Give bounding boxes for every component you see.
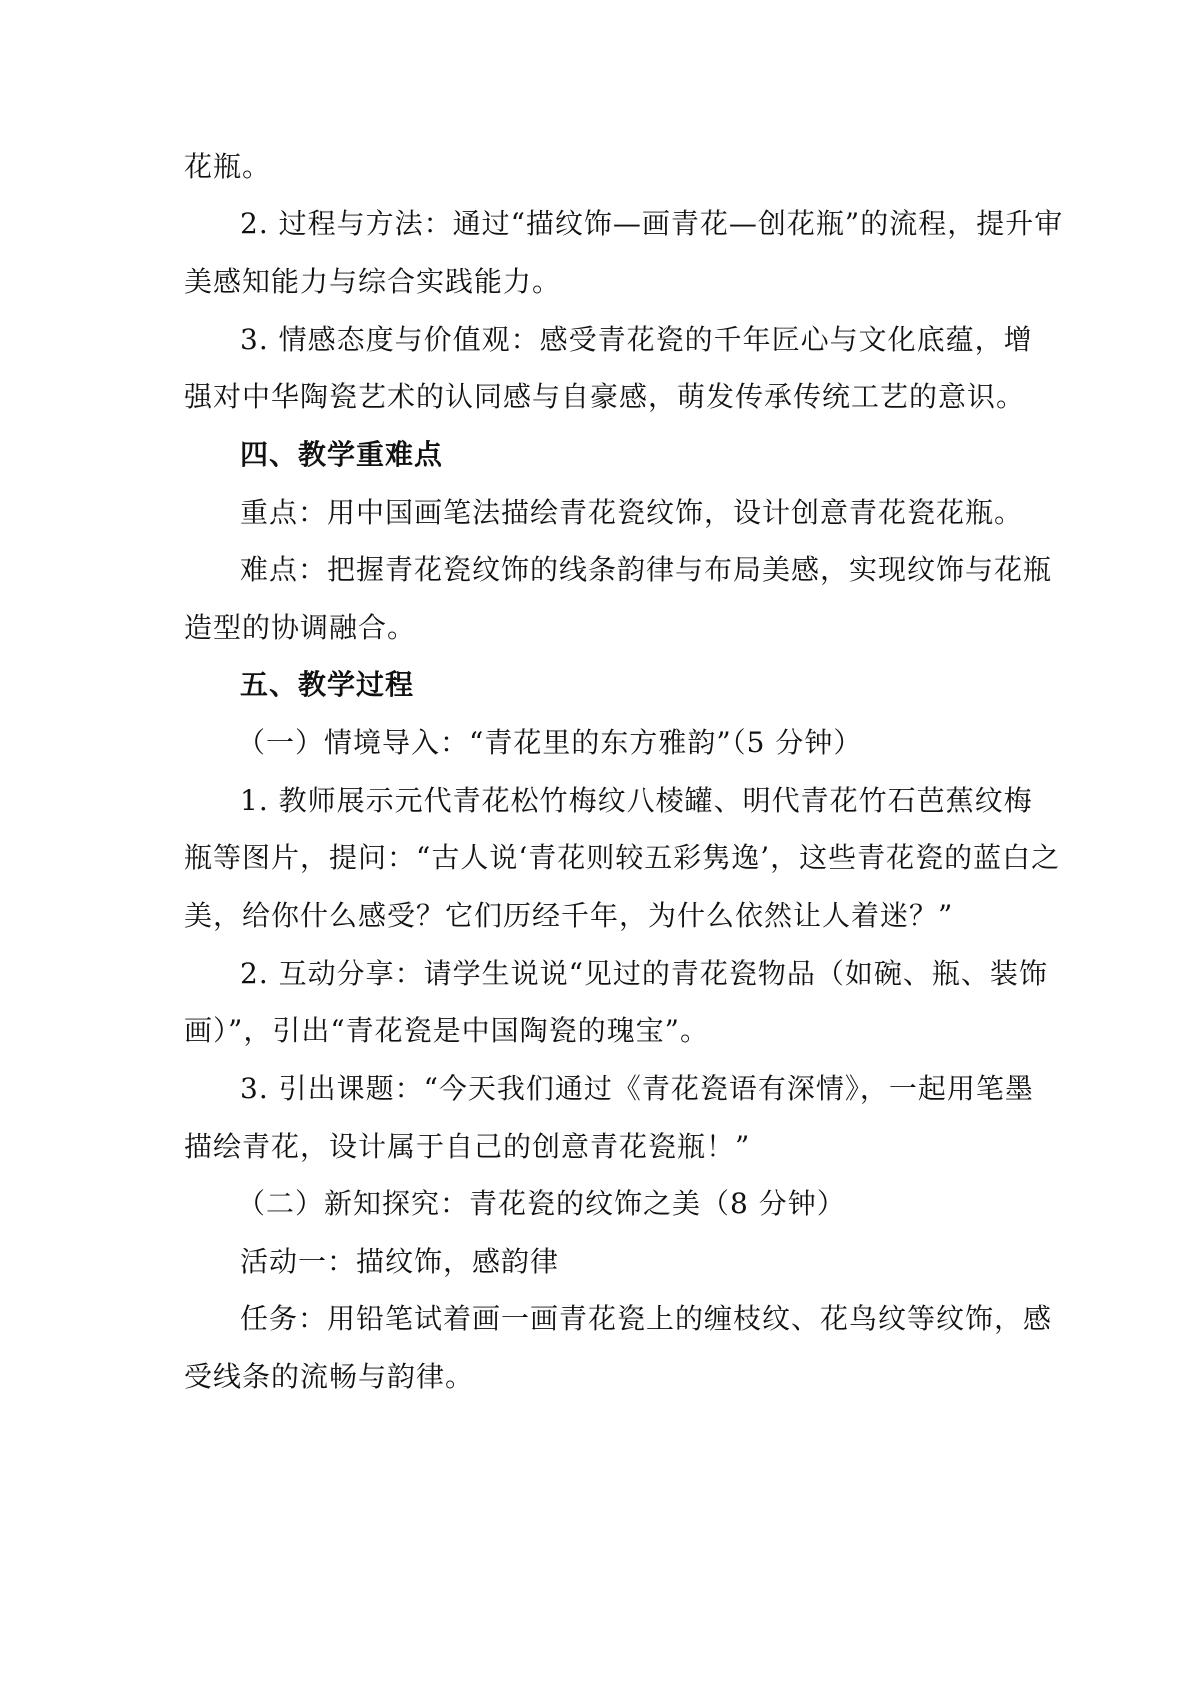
text-line: 重点：用中国画笔法描绘青花瓷纹饰，设计创意青花瓷花瓶。 bbox=[240, 496, 1024, 529]
text-line: 2. 过程与方法：通过“描纹饰—画青花—创花瓶”的流程，提升审 bbox=[240, 207, 1064, 240]
text-line: 难点：把握青花瓷纹饰的线条韵律与布局美感，实现纹饰与花瓶 bbox=[240, 553, 1053, 586]
text-line: 1. 教师展示元代青花松竹梅纹八棱罐、明代青花竹石芭蕉纹梅 bbox=[240, 784, 1033, 817]
text-line: 活动一：描纹饰，感韵律 bbox=[240, 1245, 560, 1278]
text-line: 画）”，引出“青花瓷是中国陶瓷的瑰宝”。 bbox=[184, 1014, 709, 1047]
text-line: 受线条的流畅与韵律。 bbox=[184, 1360, 475, 1393]
section-heading: 五、教学过程 bbox=[240, 668, 415, 701]
text-line: 2. 互动分享：请学生说说“见过的青花瓷物品（如碗、瓶、装饰 bbox=[240, 957, 1048, 990]
text-line: 美，给你什么感受？它们历经千年，为什么依然让人着迷？” bbox=[184, 899, 954, 932]
text-line: 3. 引出课题：“今天我们通过《青花瓷语有深情》，一起用笔墨 bbox=[240, 1072, 1034, 1105]
section-heading: 四、教学重难点 bbox=[240, 438, 444, 471]
subsection-heading: （二）新知探究：青花瓷的纹饰之美（8 分钟） bbox=[237, 1187, 846, 1220]
text-line: 造型的协调融合。 bbox=[184, 611, 417, 644]
subsection-heading: （一）情境导入：“青花里的东方雅韵”（5 分钟） bbox=[237, 726, 863, 759]
text-line: 强对中华陶瓷艺术的认同感与自豪感，萌发传承传统工艺的意识。 bbox=[184, 380, 1026, 413]
text-line: 3. 情感态度与价值观：感受青花瓷的千年匠心与文化底蕴，增 bbox=[240, 323, 1033, 356]
text-line: 美感知能力与综合实践能力。 bbox=[184, 265, 562, 298]
text-line: 任务：用铅笔试着画一画青花瓷上的缠枝纹、花鸟纹等纹饰，感 bbox=[240, 1302, 1053, 1335]
text-line: 瓶等图片，提问：“古人说‘青花则较五彩隽逸’，这些青花瓷的蓝白之 bbox=[184, 841, 1061, 874]
text-line: 花瓶。 bbox=[184, 150, 272, 183]
text-line: 描绘青花，设计属于自己的创意青花瓷瓶！” bbox=[184, 1130, 751, 1163]
